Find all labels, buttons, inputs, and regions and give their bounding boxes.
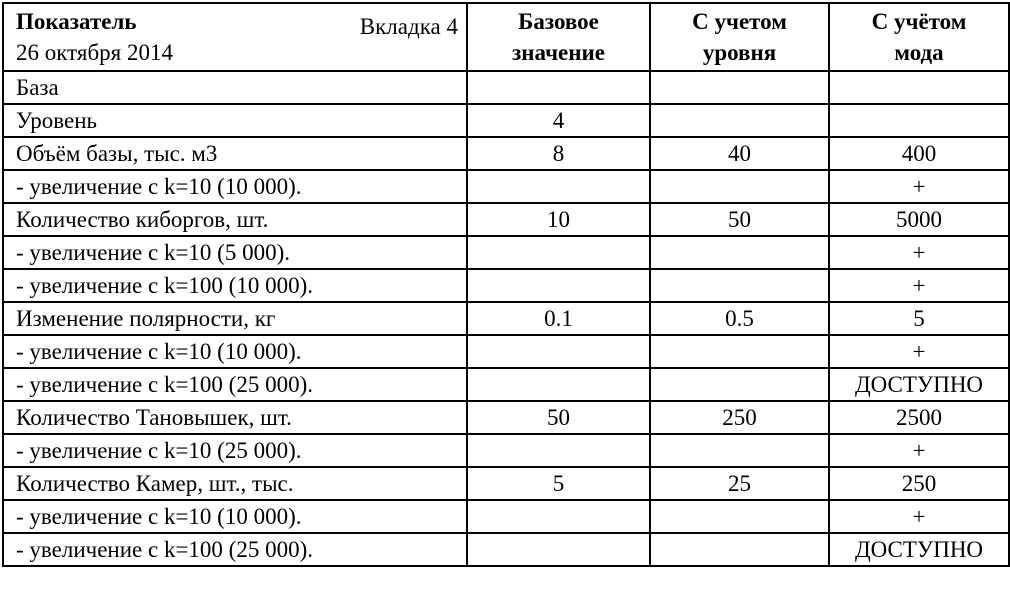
header-tab-label: Вкладка 4 bbox=[359, 14, 458, 39]
mod-value-cell: ДОСТУПНО bbox=[829, 533, 1009, 566]
row-label: Уровень bbox=[3, 104, 467, 137]
base-value-cell: 5 bbox=[467, 467, 650, 500]
row-label: Количество Камер, шт., тыс. bbox=[3, 467, 467, 500]
table-row bbox=[3, 71, 1009, 104]
base-value-cell: 0.1 bbox=[467, 302, 650, 335]
base-value-cell: 10 bbox=[467, 203, 650, 236]
header-with-mod: С учётом мода bbox=[829, 3, 1009, 71]
mod-value-cell: + bbox=[829, 236, 1009, 269]
level-value-cell bbox=[650, 71, 829, 104]
table-subrow bbox=[3, 368, 1009, 401]
mod-value-cell: 2500 bbox=[829, 401, 1009, 434]
header-base-value: Базовое значение bbox=[467, 3, 650, 71]
table-subrow bbox=[3, 434, 1009, 467]
base-value-cell: 50 bbox=[467, 401, 650, 434]
table-row bbox=[3, 467, 1009, 500]
table-body bbox=[3, 71, 1009, 566]
row-label: - увеличение с k=10 (5 000). bbox=[3, 236, 467, 269]
mod-value-cell: 5000 bbox=[829, 203, 1009, 236]
level-value-cell: 40 bbox=[650, 137, 829, 170]
mod-value-cell: 400 bbox=[829, 137, 1009, 170]
table-subrow bbox=[3, 500, 1009, 533]
row-label: - увеличение с k=100 (10 000). bbox=[3, 269, 467, 302]
table-row bbox=[3, 203, 1009, 236]
row-label: - увеличение с k=100 (25 000). bbox=[3, 533, 467, 566]
row-label: - увеличение с k=100 (25 000). bbox=[3, 368, 467, 401]
mod-value-cell bbox=[829, 71, 1009, 104]
level-value-cell bbox=[650, 368, 829, 401]
mod-value-cell: ДОСТУПНО bbox=[829, 368, 1009, 401]
base-value-cell bbox=[467, 170, 650, 203]
level-value-cell: 0.5 bbox=[650, 302, 829, 335]
indicator-table bbox=[2, 2, 1010, 567]
header-date: 26 октября 2014 bbox=[16, 40, 173, 65]
level-value-cell bbox=[650, 500, 829, 533]
level-value-cell bbox=[650, 533, 829, 566]
base-value-cell bbox=[467, 71, 650, 104]
header-row bbox=[3, 3, 1009, 71]
mod-value-cell: + bbox=[829, 500, 1009, 533]
level-value-cell bbox=[650, 269, 829, 302]
row-label: - увеличение с k=10 (10 000). bbox=[3, 170, 467, 203]
table-subrow bbox=[3, 269, 1009, 302]
mod-value-cell bbox=[829, 104, 1009, 137]
row-label: Изменение полярности, кг bbox=[3, 302, 467, 335]
base-value-cell bbox=[467, 335, 650, 368]
table-row bbox=[3, 137, 1009, 170]
mod-value-cell: + bbox=[829, 269, 1009, 302]
level-value-cell: 250 bbox=[650, 401, 829, 434]
row-label: Количество киборгов, шт. bbox=[3, 203, 467, 236]
base-value-cell bbox=[467, 368, 650, 401]
mod-value-cell: + bbox=[829, 335, 1009, 368]
mod-value-cell: 250 bbox=[829, 467, 1009, 500]
base-value-cell bbox=[467, 533, 650, 566]
level-value-cell bbox=[650, 170, 829, 203]
level-value-cell bbox=[650, 335, 829, 368]
row-label: - увеличение с k=10 (25 000). bbox=[3, 434, 467, 467]
mod-value-cell: + bbox=[829, 434, 1009, 467]
row-label: - увеличение с k=10 (10 000). bbox=[3, 335, 467, 368]
base-value-cell bbox=[467, 500, 650, 533]
header-with-level: С учетом уровня bbox=[650, 3, 829, 71]
table-row bbox=[3, 401, 1009, 434]
level-value-cell: 50 bbox=[650, 203, 829, 236]
header-indicator-cell bbox=[3, 3, 467, 71]
table-subrow bbox=[3, 533, 1009, 566]
mod-value-cell: 5 bbox=[829, 302, 1009, 335]
level-value-cell bbox=[650, 434, 829, 467]
table-subrow bbox=[3, 236, 1009, 269]
mod-value-cell: + bbox=[829, 170, 1009, 203]
row-label: База bbox=[3, 71, 467, 104]
base-value-cell bbox=[467, 434, 650, 467]
base-value-cell bbox=[467, 269, 650, 302]
table-row bbox=[3, 302, 1009, 335]
table-row bbox=[3, 104, 1009, 137]
base-value-cell: 8 bbox=[467, 137, 650, 170]
row-label: Объём базы, тыс. м3 bbox=[3, 137, 467, 170]
base-value-cell bbox=[467, 236, 650, 269]
table-subrow bbox=[3, 335, 1009, 368]
base-value-cell: 4 bbox=[467, 104, 650, 137]
level-value-cell: 25 bbox=[650, 467, 829, 500]
row-label: - увеличение с k=10 (10 000). bbox=[3, 500, 467, 533]
level-value-cell bbox=[650, 104, 829, 137]
level-value-cell bbox=[650, 236, 829, 269]
row-label: Количество Тановышек, шт. bbox=[3, 401, 467, 434]
table-subrow bbox=[3, 170, 1009, 203]
table-header bbox=[3, 3, 1009, 71]
header-title: Показатель bbox=[16, 8, 137, 34]
